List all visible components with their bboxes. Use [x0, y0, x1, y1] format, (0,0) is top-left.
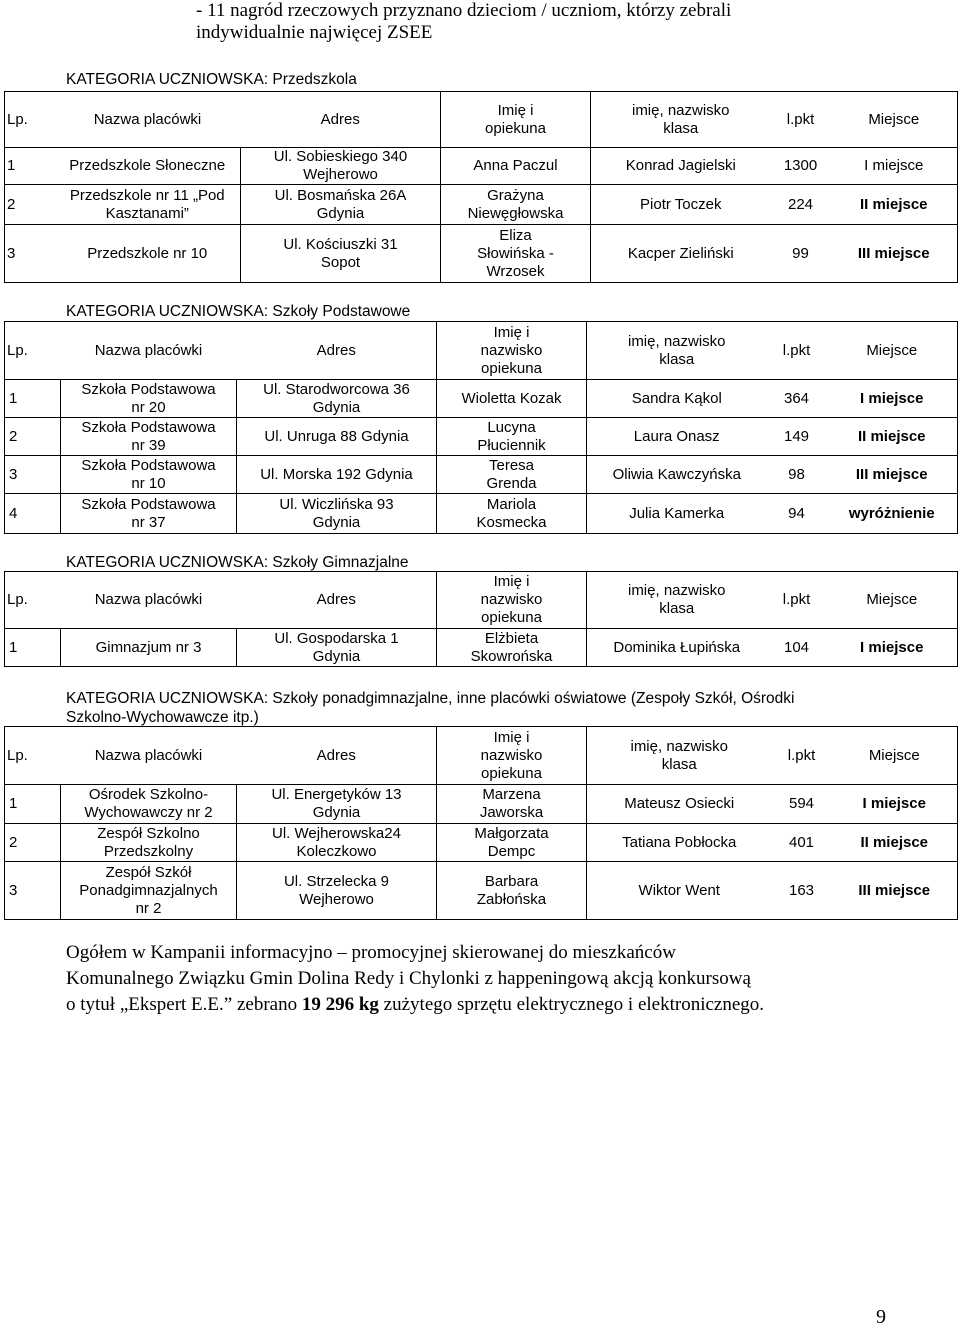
summary-line-1: Ogółem w Kampanii informacyjno – promocyjnej skierowanej do mieszkańców [66, 942, 676, 963]
summary-line-2: Komunalnego Związku Gmin Dolina Redy i Chylonki z happeningową akcją konkursową [66, 968, 751, 989]
page-number: 9 [876, 1306, 886, 1328]
header-miejsce: Miejsce [831, 92, 958, 148]
summary-paragraph [66, 940, 926, 1018]
category-title-szkoly-ponadgimnazjalne [66, 689, 936, 727]
table-header-row: Lp. Nazwa placówki Adres Imię i nazwisko opiekuna imię, nazwisko klasa l.pkt Miejsce [5, 322, 958, 380]
summary-total-weight: 19 296 kg [301, 994, 379, 1015]
table-row: 1 Szkoła Podstawowa nr 20 Ul. Starodworcowa 36 Gdynia Wioletta Kozak Sandra Kąkol 364 I miejsce [5, 380, 958, 418]
header-uczen: imię, nazwisko klasa [591, 92, 771, 148]
intro-paragraph [196, 0, 936, 44]
category-title-przedszkola: KATEGORIA UCZNIOWSKA: Przedszkola [66, 71, 357, 88]
table-row: 2 Szkoła Podstawowa nr 39 Ul. Unruga 88 Gdynia Lucyna Płuciennik Laura Onasz 149 II miejsce [5, 418, 958, 456]
table-row: 3 Zespół Szkół Ponadgimnazjalnych nr 2 Ul. Strzelecka 9 Wejherowo Barbara Zabłońska Wiktor Went 163 III miejsce [5, 862, 958, 920]
table-header-row: Lp. Nazwa placówki Adres Imię i nazwisko opiekuna imię, nazwisko klasa l.pkt Miejsce [5, 727, 958, 785]
table-row: 3 Szkoła Podstawowa nr 10 Ul. Morska 192 Gdynia Teresa Grenda Oliwia Kawczyńska 98 III miejsce [5, 456, 958, 494]
table-szkoly-gimnazjalne [4, 571, 958, 667]
intro-line-2: indywidualnie najwięcej ZSEE [196, 22, 433, 43]
header-pkt: l.pkt [771, 92, 831, 148]
table-szkoly-podstawowe [4, 321, 958, 534]
category-title-szkoly-podstawowe: KATEGORIA UCZNIOWSKA: Szkoły Podstawowe [66, 303, 411, 320]
header-adres: Adres [241, 92, 441, 148]
table-row: 2 Zespół Szkolno Przedszkolny Ul. Wejherowska24 Koleczkowo Małgorzata Dempc Tatiana Pobłocka 401 II miejsce [5, 824, 958, 862]
header-lp: Lp. [5, 92, 55, 148]
table-header-row [5, 92, 958, 148]
table-row: 3 Przedszkole nr 10 Ul. Kościuszki 31 Sopot Eliza Słowińska - Wrzosek Kacper Zieliński 99 III miejsce [5, 225, 958, 283]
table-row: 4 Szkoła Podstawowa nr 37 Ul. Wiczlińska 93 Gdynia Mariola Kosmecka Julia Kamerka 94 wyróżnienie [5, 494, 958, 534]
header-opiekun: Imię i opiekuna [441, 92, 591, 148]
table-header-row: Lp. Nazwa placówki Adres Imię i nazwisko opiekuna imię, nazwisko klasa l.pkt Miejsce [5, 572, 958, 629]
summary-line-3: o tytuł „Ekspert E.E.” zebrano 19 296 kg zużytego sprzętu elektrycznego i elektronicznego. [66, 994, 765, 1015]
category-title-line-1: KATEGORIA UCZNIOWSKA: Szkoły ponadgimnazjalne, inne placówki oświatowe (Zespoły Szkół, Ośrodki [66, 690, 795, 707]
table-row: 2 Przedszkole nr 11 „Pod Kasztanami” Ul. Bosmańska 26A Gdynia Grażyna Niewęgłowska Piotr Toczek 224 II miejsce [5, 185, 958, 225]
table-row: 1 Ośrodek Szkolno- Wychowawczy nr 2 Ul. Energetyków 13 Gdynia Marzena Jaworska Mateusz Osiecki 594 I miejsce [5, 785, 958, 824]
header-nazwa: Nazwa placówki [55, 92, 241, 148]
category-title-szkoly-gimnazjalne: KATEGORIA UCZNIOWSKA: Szkoły Gimnazjalne [66, 554, 409, 571]
category-title-line-2: Szkolno-Wychowawcze itp.) [66, 709, 259, 726]
table-row: 1 Gimnazjum nr 3 Ul. Gospodarska 1 Gdynia Elżbieta Skowrońska Dominika Łupińska 104 I miejsce [5, 629, 958, 667]
intro-line-1: - 11 nagród rzeczowych przyznano dzieciom / uczniom, którzy zebrali [196, 0, 732, 21]
table-przedszkola [4, 91, 958, 283]
table-szkoly-ponadgimnazjalne [4, 726, 958, 920]
table-row: 1 Przedszkole Słoneczne Ul. Sobieskiego 340 Wejherowo Anna Paczul Konrad Jagielski 1300 I miejsce [5, 148, 958, 185]
